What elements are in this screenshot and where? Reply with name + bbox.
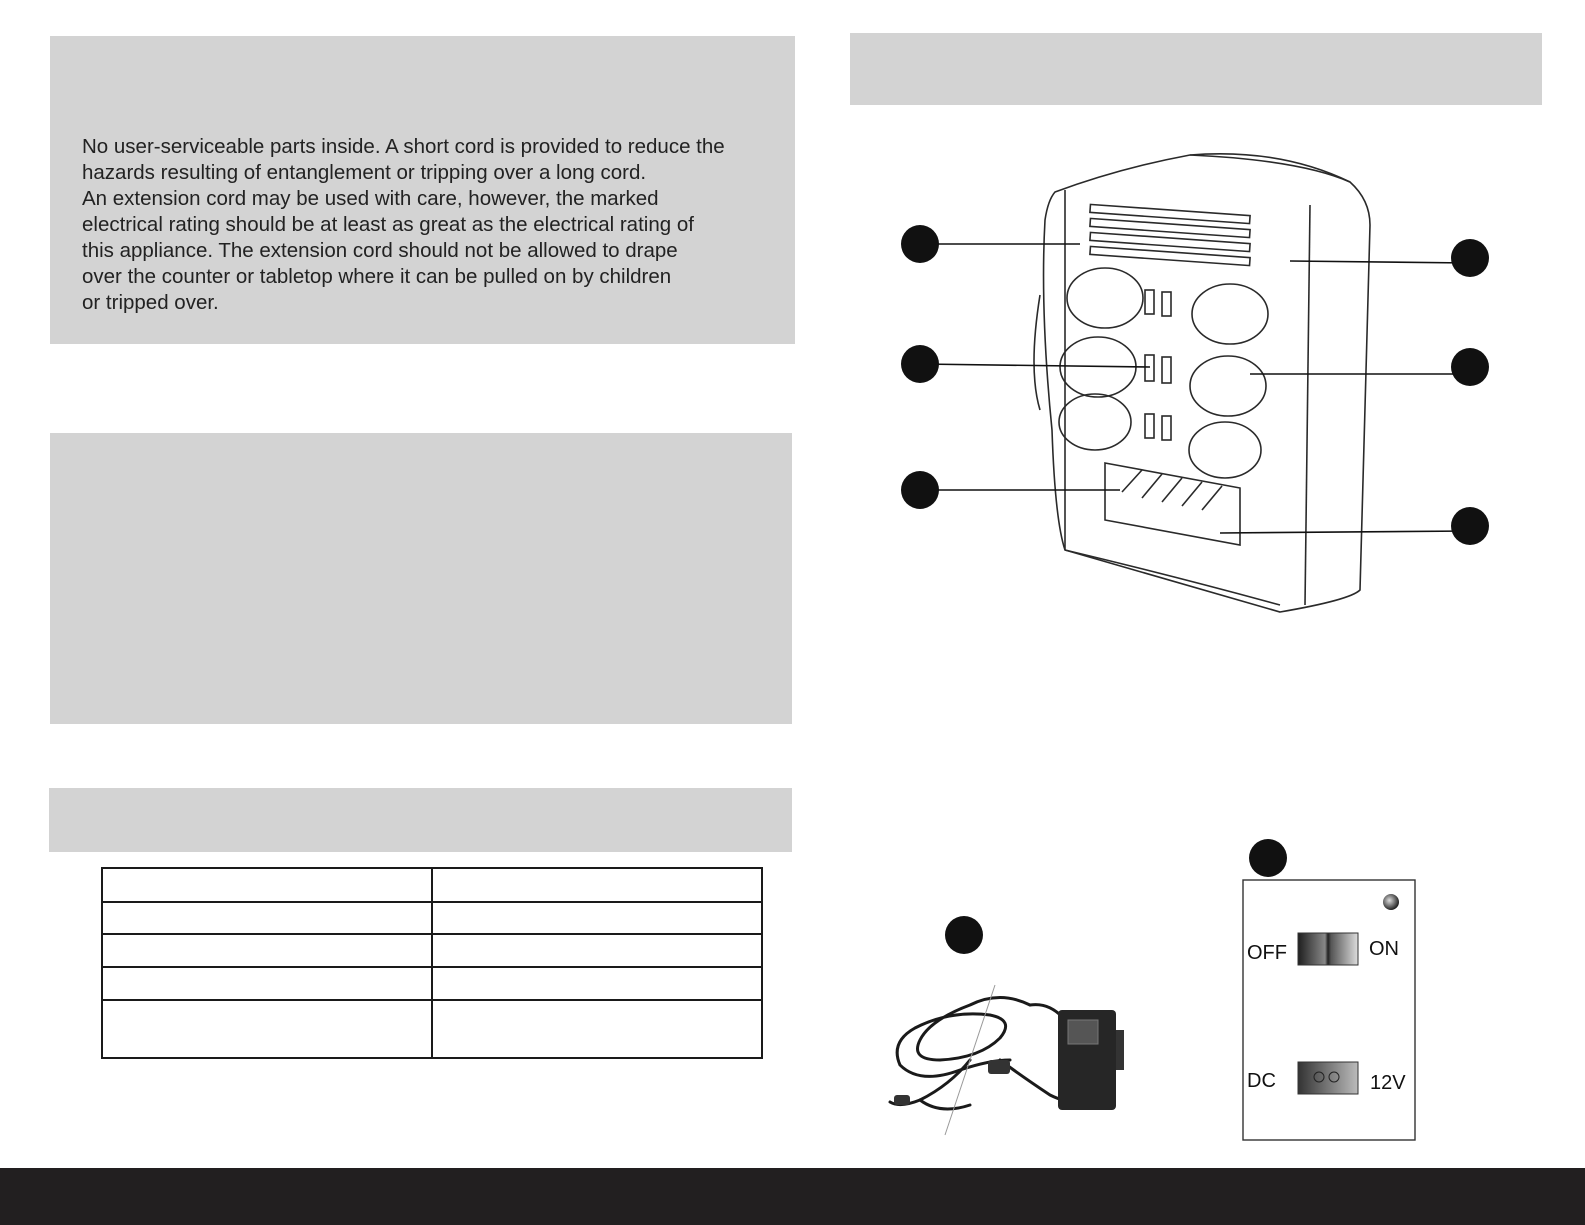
fridge-body-outline (1044, 154, 1370, 612)
can-holder-5 (1190, 356, 1266, 416)
fridge-base-edge (1065, 550, 1280, 605)
adapter-cord (897, 998, 1030, 1077)
dc-input-port (1298, 1062, 1358, 1094)
callout-line (1220, 531, 1470, 533)
cord-notice-line-4: electrical rating should be at least as great as the electrical rating of (82, 213, 694, 236)
fridge-right-edge (1305, 205, 1310, 605)
cord-notice-text (82, 134, 782, 316)
table-row (102, 934, 762, 967)
power-adapter-image (880, 910, 1140, 1150)
clip (1145, 414, 1154, 438)
callout-marker-1 (901, 225, 939, 263)
cord-notice-line-5: this appliance. The extension cord should not be allowed to drape (82, 239, 678, 262)
clip (1145, 290, 1154, 314)
table-row (102, 902, 762, 934)
table-cell (102, 967, 432, 1000)
cord-notice-line-3: An extension cord may be used with care, however, the marked (82, 187, 659, 210)
mini-fridge-diagram (880, 130, 1520, 630)
clip (1162, 292, 1171, 316)
table-cell (432, 967, 762, 1000)
fridge-side-edge (1190, 155, 1350, 182)
callout-line (1290, 261, 1470, 263)
clip (1145, 355, 1154, 381)
can-holder-4 (1192, 284, 1268, 344)
callout-marker-3 (901, 345, 939, 383)
footer-bar (0, 1168, 1585, 1225)
side-handle (1034, 295, 1040, 410)
dc-label: DC (1247, 1070, 1276, 1092)
table-cell (102, 868, 432, 902)
table-cell (432, 934, 762, 967)
callout-marker-adapter (945, 916, 983, 954)
table-cell (432, 902, 762, 934)
table-cell (432, 868, 762, 902)
power-switch (1298, 933, 1358, 965)
callout-marker-5 (901, 471, 939, 509)
callout-marker-control (1249, 839, 1287, 877)
power-indicator-led (1383, 894, 1399, 910)
table-cell (102, 1000, 432, 1058)
product-overview-header-panel (850, 33, 1542, 105)
plug-head (988, 1060, 1010, 1074)
specifications-header-panel (49, 788, 792, 852)
specifications-table (101, 867, 763, 1059)
cord-notice-line-2: hazards resulting of entanglement or tripping over a long cord. (82, 161, 647, 184)
cord-notice-line-1: No user-serviceable parts inside. A short cord is provided to reduce the (82, 135, 725, 158)
callout-marker-6 (1451, 507, 1489, 545)
can-holder-3 (1059, 394, 1131, 450)
off-label: OFF (1247, 942, 1287, 964)
table-row (102, 868, 762, 902)
bottom-tray (1105, 463, 1240, 545)
control-panel-frame (1243, 880, 1415, 1140)
callout-line (920, 364, 1150, 367)
cord-notice-line-6: over the counter or tabletop where it can be pulled on by children (82, 265, 672, 288)
control-panel-diagram (1235, 838, 1425, 1148)
can-holder-6 (1189, 422, 1261, 478)
on-label: ON (1369, 938, 1399, 960)
callout-marker-2 (1451, 239, 1489, 277)
table-cell (102, 902, 432, 934)
table-row (102, 967, 762, 1000)
table-cell (432, 1000, 762, 1058)
clip (1162, 357, 1171, 383)
cord-notice-line-7: or tripped over. (82, 291, 219, 314)
clip (1162, 416, 1171, 440)
voltage-label: 12V (1370, 1072, 1406, 1094)
table-cell (102, 934, 432, 967)
callout-marker-4 (1451, 348, 1489, 386)
middle-info-panel (50, 433, 792, 724)
table-row (102, 1000, 762, 1058)
can-holder-1 (1067, 268, 1143, 328)
